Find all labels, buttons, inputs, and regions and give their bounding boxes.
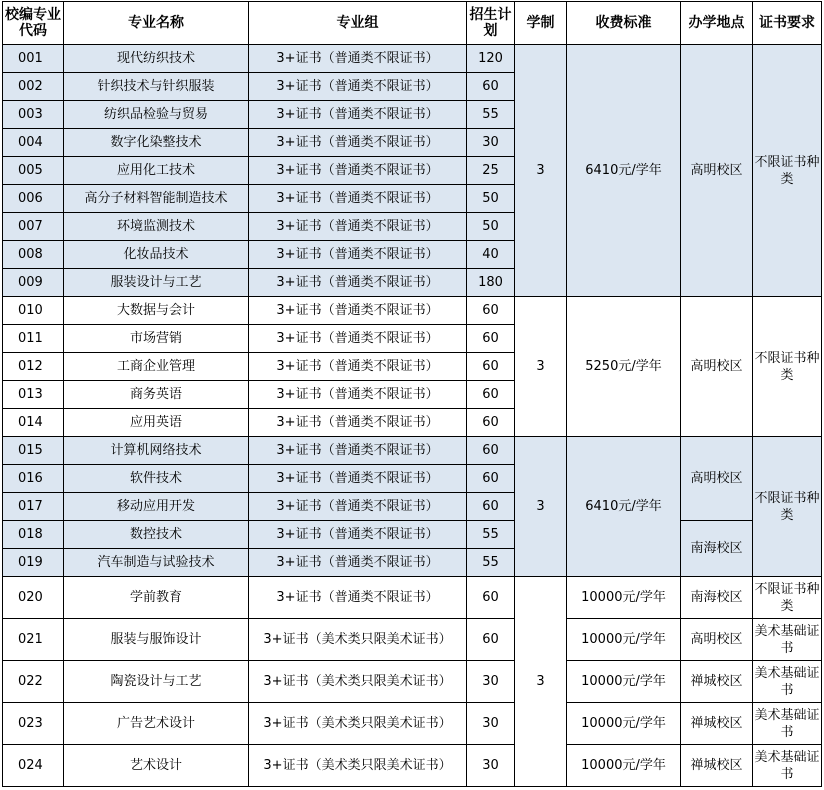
cell-group: 3+证书（普通类不限证书） <box>249 493 467 521</box>
table-row <box>3 661 822 703</box>
cell-group: 3+证书（普通类不限证书） <box>249 381 467 409</box>
table-row <box>3 619 822 661</box>
cell-name: 应用英语 <box>64 409 249 437</box>
cell-plan: 60 <box>467 577 515 619</box>
cell-name: 广告艺术设计 <box>64 703 249 745</box>
cell-group: 3+证书（普通类不限证书） <box>249 521 467 549</box>
cell-name: 高分子材料智能制造技术 <box>64 185 249 213</box>
cell-campus: 高明校区 <box>681 45 753 297</box>
cell-code: 010 <box>3 297 64 325</box>
cell-code: 009 <box>3 269 64 297</box>
cell-name: 数控技术 <box>64 521 249 549</box>
cell-plan: 60 <box>467 73 515 101</box>
cell-code: 001 <box>3 45 64 73</box>
cell-plan: 55 <box>467 101 515 129</box>
cell-years: 3 <box>515 45 567 297</box>
cell-plan: 25 <box>467 157 515 185</box>
cell-group: 3+证书（普通类不限证书） <box>249 577 467 619</box>
cell-plan: 60 <box>467 353 515 381</box>
table-row <box>3 437 822 465</box>
cell-code: 018 <box>3 521 64 549</box>
cell-plan: 60 <box>467 381 515 409</box>
cell-fee: 5250元/学年 <box>567 297 681 437</box>
cell-name: 服装与服饰设计 <box>64 619 249 661</box>
cell-plan: 180 <box>467 269 515 297</box>
cell-code: 020 <box>3 577 64 619</box>
cell-code: 003 <box>3 101 64 129</box>
cell-group: 3+证书（普通类不限证书） <box>249 297 467 325</box>
cell-fee: 10000元/学年 <box>567 619 681 661</box>
cell-campus: 南海校区 <box>681 521 753 577</box>
header-fee: 收费标准 <box>567 2 681 45</box>
cell-fee: 6410元/学年 <box>567 437 681 577</box>
header-name: 专业名称 <box>64 2 249 45</box>
cell-plan: 120 <box>467 45 515 73</box>
cell-group: 3+证书（普通类不限证书） <box>249 353 467 381</box>
cell-code: 013 <box>3 381 64 409</box>
header-plan: 招生计划 <box>467 2 515 45</box>
cell-code: 016 <box>3 465 64 493</box>
cell-plan: 60 <box>467 619 515 661</box>
cell-campus: 高明校区 <box>681 297 753 437</box>
cell-code: 019 <box>3 549 64 577</box>
cell-plan: 60 <box>467 465 515 493</box>
header-group: 专业组 <box>249 2 467 45</box>
cell-code: 005 <box>3 157 64 185</box>
cell-name: 移动应用开发 <box>64 493 249 521</box>
cell-plan: 30 <box>467 661 515 703</box>
cell-group: 3+证书（普通类不限证书） <box>249 213 467 241</box>
cell-code: 017 <box>3 493 64 521</box>
cell-campus: 高明校区 <box>681 437 753 521</box>
cell-name: 陶瓷设计与工艺 <box>64 661 249 703</box>
cell-name: 现代纺织技术 <box>64 45 249 73</box>
cell-code: 011 <box>3 325 64 353</box>
cell-name: 针织技术与针织服装 <box>64 73 249 101</box>
cell-name: 汽车制造与试验技术 <box>64 549 249 577</box>
cell-group: 3+证书（普通类不限证书） <box>249 325 467 353</box>
header-cert: 证书要求 <box>753 2 822 45</box>
table-row <box>3 745 822 787</box>
cell-code: 006 <box>3 185 64 213</box>
header-row <box>3 2 822 45</box>
cell-campus: 禅城校区 <box>681 661 753 703</box>
cell-name: 纺织品检验与贸易 <box>64 101 249 129</box>
cell-plan: 30 <box>467 745 515 787</box>
header-code: 校编专业代码 <box>3 2 64 45</box>
header-campus: 办学地点 <box>681 2 753 45</box>
cell-group: 3+证书（普通类不限证书） <box>249 45 467 73</box>
cell-plan: 55 <box>467 521 515 549</box>
cell-cert: 不限证书种类 <box>753 437 822 577</box>
cell-code: 012 <box>3 353 64 381</box>
cell-code: 004 <box>3 129 64 157</box>
cell-code: 015 <box>3 437 64 465</box>
cell-plan: 50 <box>467 185 515 213</box>
cell-group: 3+证书（普通类不限证书） <box>249 129 467 157</box>
enrollment-table <box>2 1 822 787</box>
cell-group: 3+证书（普通类不限证书） <box>249 549 467 577</box>
cell-cert: 美术基础证书 <box>753 661 822 703</box>
cell-plan: 50 <box>467 213 515 241</box>
cell-group: 3+证书（美术类只限美术证书） <box>249 619 467 661</box>
cell-plan: 60 <box>467 297 515 325</box>
cell-cert: 不限证书种类 <box>753 577 822 619</box>
cell-fee: 10000元/学年 <box>567 745 681 787</box>
cell-cert: 美术基础证书 <box>753 619 822 661</box>
cell-code: 024 <box>3 745 64 787</box>
cell-years: 3 <box>515 437 567 577</box>
cell-code: 022 <box>3 661 64 703</box>
cell-group: 3+证书（普通类不限证书） <box>249 101 467 129</box>
cell-plan: 60 <box>467 325 515 353</box>
cell-group: 3+证书（普通类不限证书） <box>249 269 467 297</box>
cell-name: 大数据与会计 <box>64 297 249 325</box>
cell-code: 008 <box>3 241 64 269</box>
cell-fee: 10000元/学年 <box>567 703 681 745</box>
cell-group: 3+证书（普通类不限证书） <box>249 73 467 101</box>
cell-plan: 60 <box>467 409 515 437</box>
cell-name: 软件技术 <box>64 465 249 493</box>
cell-plan: 60 <box>467 437 515 465</box>
header-years: 学制 <box>515 2 567 45</box>
cell-name: 应用化工技术 <box>64 157 249 185</box>
cell-years: 3 <box>515 577 567 787</box>
cell-name: 数字化染整技术 <box>64 129 249 157</box>
cell-cert: 美术基础证书 <box>753 703 822 745</box>
cell-name: 计算机网络技术 <box>64 437 249 465</box>
cell-plan: 30 <box>467 129 515 157</box>
cell-cert: 美术基础证书 <box>753 745 822 787</box>
cell-fee: 10000元/学年 <box>567 661 681 703</box>
table-row <box>3 703 822 745</box>
cell-name: 服装设计与工艺 <box>64 269 249 297</box>
table-row <box>3 297 822 325</box>
cell-campus: 禅城校区 <box>681 703 753 745</box>
cell-cert: 不限证书种类 <box>753 45 822 297</box>
cell-name: 化妆品技术 <box>64 241 249 269</box>
cell-code: 002 <box>3 73 64 101</box>
cell-name: 学前教育 <box>64 577 249 619</box>
cell-code: 023 <box>3 703 64 745</box>
cell-code: 021 <box>3 619 64 661</box>
cell-name: 市场营销 <box>64 325 249 353</box>
cell-group: 3+证书（普通类不限证书） <box>249 157 467 185</box>
cell-cert: 不限证书种类 <box>753 297 822 437</box>
table-row <box>3 521 822 549</box>
cell-group: 3+证书（普通类不限证书） <box>249 437 467 465</box>
cell-group: 3+证书（美术类只限美术证书） <box>249 661 467 703</box>
cell-group: 3+证书（美术类只限美术证书） <box>249 703 467 745</box>
cell-campus: 南海校区 <box>681 577 753 619</box>
cell-fee: 10000元/学年 <box>567 577 681 619</box>
table-row <box>3 45 822 73</box>
cell-name: 艺术设计 <box>64 745 249 787</box>
cell-group: 3+证书（普通类不限证书） <box>249 465 467 493</box>
cell-plan: 55 <box>467 549 515 577</box>
cell-years: 3 <box>515 297 567 437</box>
cell-name: 工商企业管理 <box>64 353 249 381</box>
cell-campus: 高明校区 <box>681 619 753 661</box>
cell-fee: 6410元/学年 <box>567 45 681 297</box>
cell-plan: 30 <box>467 703 515 745</box>
cell-group: 3+证书（普通类不限证书） <box>249 241 467 269</box>
cell-plan: 40 <box>467 241 515 269</box>
table-row <box>3 577 822 619</box>
cell-code: 007 <box>3 213 64 241</box>
cell-group: 3+证书（美术类只限美术证书） <box>249 745 467 787</box>
cell-plan: 60 <box>467 493 515 521</box>
cell-name: 环境监测技术 <box>64 213 249 241</box>
cell-code: 014 <box>3 409 64 437</box>
cell-name: 商务英语 <box>64 381 249 409</box>
cell-group: 3+证书（普通类不限证书） <box>249 409 467 437</box>
cell-campus: 禅城校区 <box>681 745 753 787</box>
cell-group: 3+证书（普通类不限证书） <box>249 185 467 213</box>
